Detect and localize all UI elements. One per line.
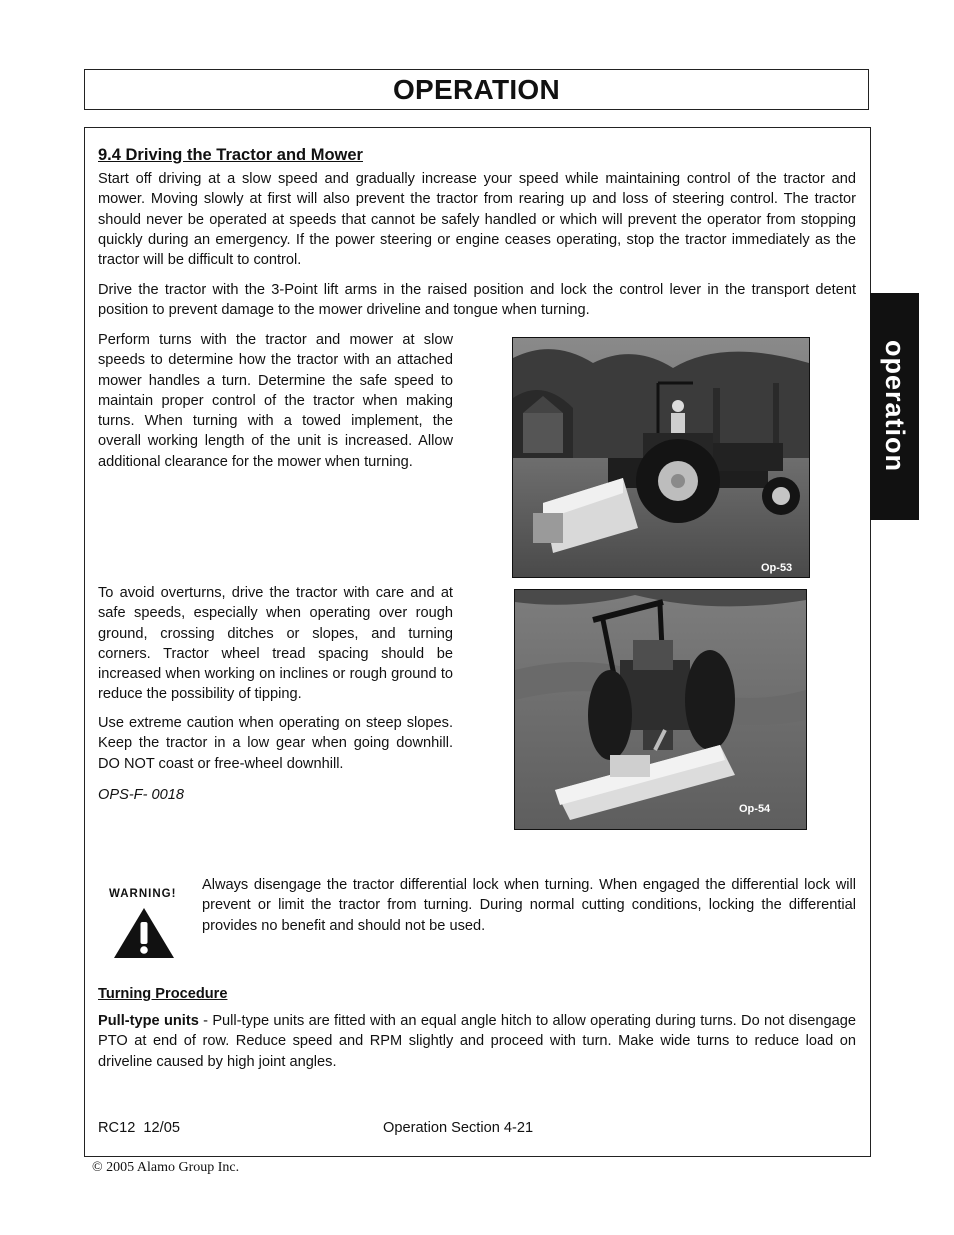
warning-triangle-icon (112, 906, 176, 965)
paragraph-intro: Start off driving at a slow speed and gradually increase your speed while maintaining control of the tractor and mower. Moving slowly at first will also prevent the tractor from rearing up and loss of steering control. The tractor should never be operated at speeds that cannot be safely handled or which will prevent the operator from stopping quickly during an emergency. If the power steering or engine ceases operating, stop the tractor immediately as the tractor will be difficult to control. (98, 171, 856, 269)
photo-label-op53: Op-53 (761, 562, 793, 574)
page-title: OPERATION (392, 73, 561, 105)
turning-procedure-title: Turning Procedure (98, 986, 228, 1002)
footer-doc-code: RC12 12/05 (98, 1120, 180, 1136)
page-header (84, 69, 869, 110)
section-title: 9.4 Driving the Tractor and Mower (98, 146, 363, 164)
copyright-notice: © 2005 Alamo Group Inc. (92, 1160, 240, 1175)
turning-procedure-lead: Pull-type units (98, 1013, 199, 1029)
paragraph-lift-arms: Drive the tractor with the 3-Point lift arms in the raised position and lock the control lever in the transport detent position to prevent damage to the mower driveline and tongue when turning. (98, 282, 856, 319)
tractor-turning-photo (512, 337, 810, 578)
side-tab (870, 293, 919, 520)
side-tab-label: operation (880, 340, 910, 473)
warning-label: WARNING! (109, 888, 177, 900)
warning-text: Always disengage the tractor differential lock when turning. When engaged the differential lock will prevent or limit the tractor from turning. During normal cutting conditions, locking the differential provides no benefit and should not be used. (202, 877, 856, 934)
turning-procedure-body: - Pull-type units are fitted with an equal angle hitch to allow operating during turns. Do not disengage PTO at end of row. Reduce speed and RPM slightly and proceed with turn. Make wide turns to reduce load on driveline caused by high joint angles. (98, 1013, 856, 1070)
turning-procedure-text (98, 1011, 856, 1072)
paragraph-slopes: Use extreme caution when operating on steep slopes. Keep the tractor in a low gear when going downhill. DO NOT coast or free-wheel downhill. (98, 715, 453, 772)
ops-code: OPS-F- 0018 (98, 787, 184, 803)
paragraph-turns: Perform turns with the tractor and mower at slow speeds to determine how the tractor with an attached mower handles a turn. Determine the safe speed to maintain proper control of the tractor when making turns. When turning with a towed implement, the overall working length of the unit is increased. Allow additional clearance for the mower when turning. (98, 332, 453, 470)
tractor-slope-photo (514, 589, 807, 830)
tractor-slope-image (515, 590, 806, 829)
tractor-turning-image (513, 338, 809, 577)
paragraph-overturns: To avoid overturns, drive the tractor with care and at safe speeds, especially when operating over rough ground, crossing ditches or slopes, and turning corners. Tractor wheel tread spacing should be increased when working on inclines or rough ground to reduce the possibility of tipping. (98, 585, 453, 703)
photo-label-op54: Op-54 (739, 803, 771, 815)
footer-section-page: Operation Section 4-21 (383, 1120, 534, 1136)
